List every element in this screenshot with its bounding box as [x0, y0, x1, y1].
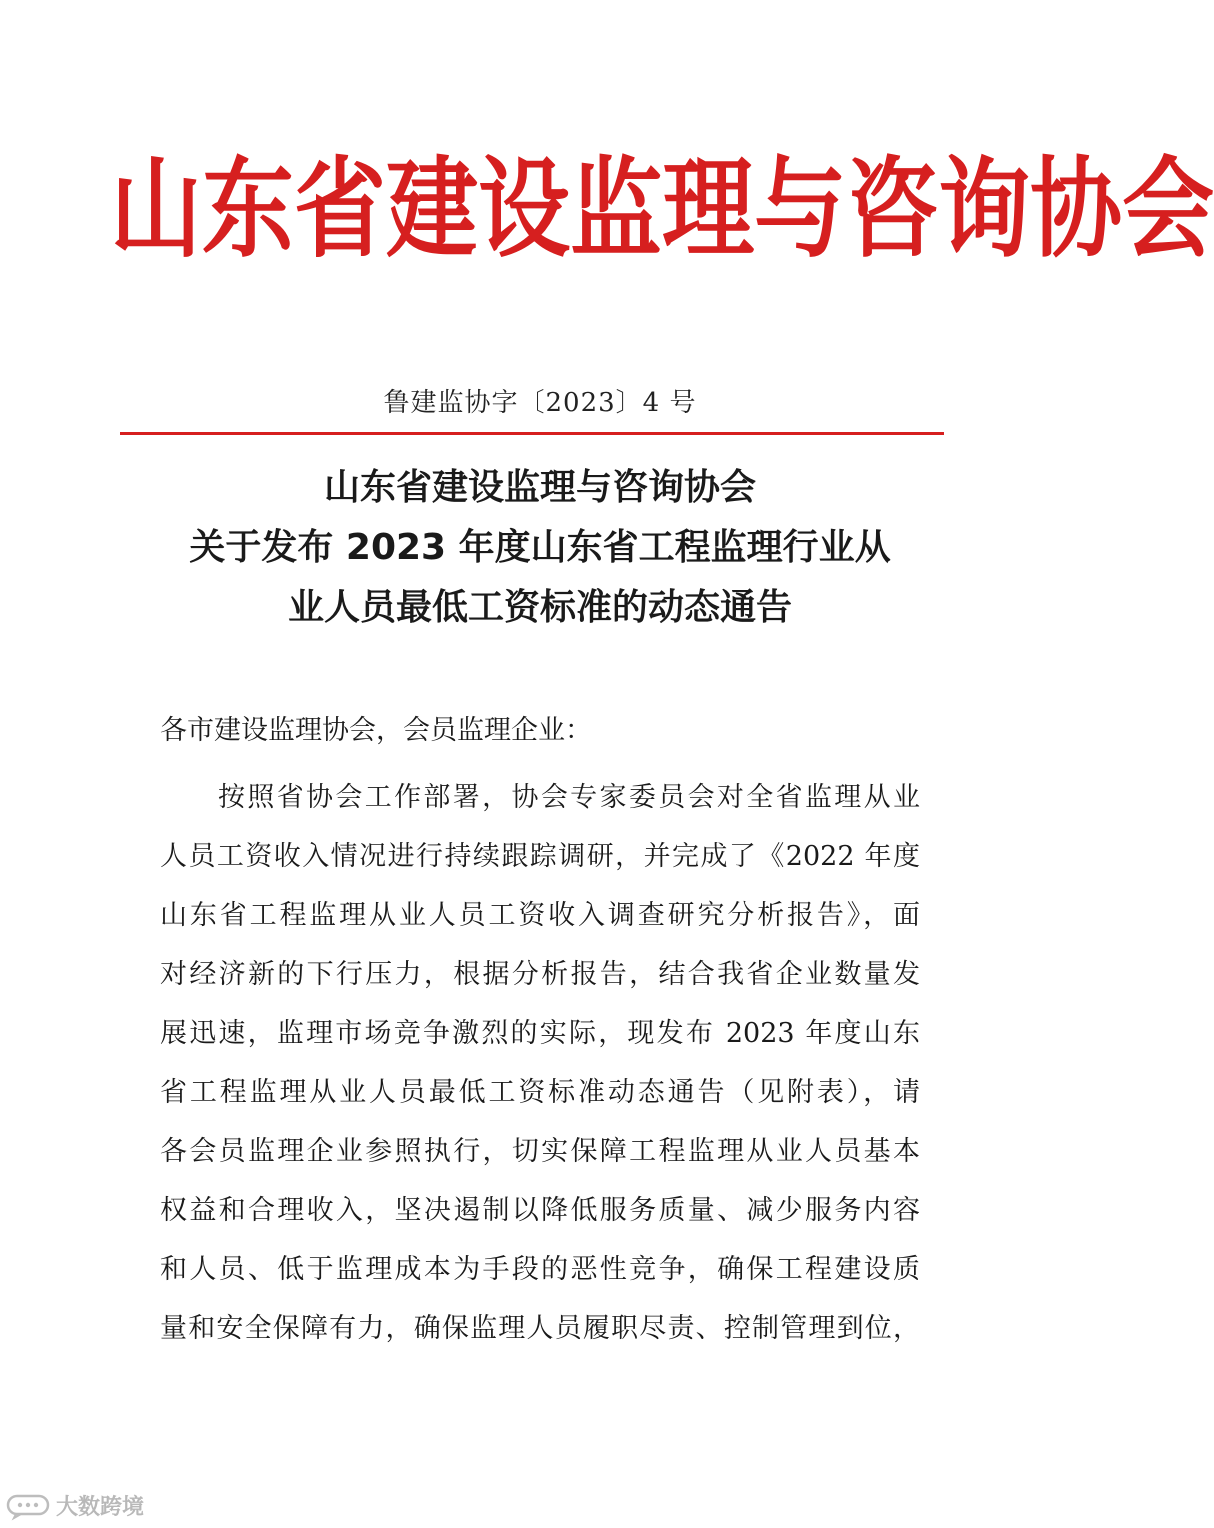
watermark: [6, 1490, 144, 1521]
letterhead-char: 省: [294, 146, 387, 273]
body-line: 和人员、低于监理成本为手段的恶性竞争，确保工程建设质: [160, 1254, 920, 1285]
letterhead-char: 建: [386, 146, 479, 273]
body-line: 对经济新的下行压力，根据分析报告，结合我省企业数量发: [160, 959, 920, 990]
title-line: 业人员最低工资标准的动态通告: [287, 587, 792, 628]
organization-letterhead: [110, 139, 1214, 281]
body-line: 山东省工程监理从业人员工资收入调查研究分析报告》，面: [160, 900, 920, 931]
body-line: 按照省协会工作部署，协会专家委员会对全省监理从业: [218, 782, 920, 813]
chat-bubble-logo-icon: [6, 1493, 50, 1519]
letterhead-char: 协: [1030, 146, 1123, 273]
body-line: 人员工资收入情况进行持续跟踪调研，并完成了《2022 年度: [160, 841, 920, 872]
body-line: 量和安全保障有力，确保监理人员履职尽责、控制管理到位，: [160, 1313, 920, 1344]
title-line: 关于发布 2023 年度山东省工程监理行业从: [189, 527, 891, 568]
letterhead-char: 监: [570, 146, 663, 273]
body-text: [160, 768, 920, 1358]
letterhead-char: 山: [110, 146, 203, 273]
letterhead-char: 询: [938, 146, 1031, 273]
letterhead-char: 与: [754, 146, 847, 273]
body-line: 各会员监理企业参照执行，切实保障工程监理从业人员基本: [160, 1136, 920, 1167]
letterhead-char: 理: [662, 146, 755, 273]
red-divider-line: [120, 432, 944, 435]
salutation: 各市建设监理协会，会员监理企业：: [160, 715, 592, 746]
document-title: [0, 458, 1080, 638]
body-line: 展迅速，监理市场竞争激烈的实际，现发布 2023 年度山东: [160, 1018, 920, 1049]
document-number: 鲁建监协字〔2023〕4 号: [383, 388, 697, 418]
letterhead-char: 会: [1122, 146, 1214, 273]
letterhead-char: 设: [478, 146, 571, 273]
letterhead-char: 东: [202, 146, 295, 273]
body-line: 省工程监理从业人员最低工资标准动态通告（见附表），请: [160, 1077, 920, 1108]
body-line: 权益和合理收入，坚决遏制以降低服务质量、减少服务内容: [160, 1195, 920, 1226]
title-line: 山东省建设监理与咨询协会: [323, 467, 756, 508]
letterhead-char: 咨: [846, 146, 939, 273]
watermark-text: 大数跨境: [56, 1495, 145, 1520]
